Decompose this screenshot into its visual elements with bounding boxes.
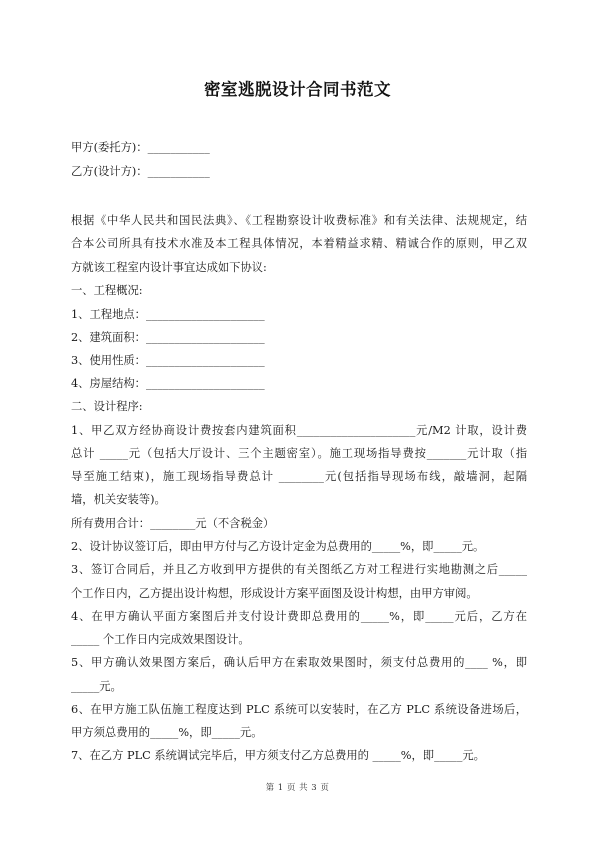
building-area-line: 2、建筑面积：_____________________ (71, 331, 265, 344)
section2-heading: 二、设计程序: (71, 400, 143, 413)
clause2-line-1: 2、设计协议签订后，即由甲方付与乙方设计定金为总费用的_____%，即_____元。 (71, 540, 485, 553)
intro-line-3: 方就该工程室内设计事宜达成如下协议: (71, 261, 267, 274)
clause1-line-4: 墙，机关安装等)。 (71, 493, 166, 506)
clause4-line-2: _____ 个工作日内完成效果图设计。 (71, 633, 250, 646)
building-structure-line: 4、房屋结构：_____________________ (71, 377, 265, 390)
page-number-footer: 第 1 页 共 3 页 (265, 783, 330, 793)
clause6-line-2: 甲方须总费用的_____%，即_____元。 (71, 726, 263, 739)
clause3-line-1: 3、签订合同后，并且乙方收到甲方提供的有关图纸乙方对工程进行实地勘测之后_____ (71, 563, 527, 576)
site-location-line: 1、工程地点：_____________________ (71, 308, 265, 321)
clause6-line-1: 6、在甲方施工队伍施工程度达到 PLC 系统可以安装时，在乙方 PLC 系统设备进场后， (71, 703, 527, 716)
intro-line-2: 合本公司所具有技术水准及本工程具体情况，本着精益求精、精诚合作的原则，甲乙双 (71, 237, 527, 250)
total-fee-line: 所有费用合计：________元（不含税金） (71, 517, 275, 530)
clause1-line-3: 导至施工结束)，施工现场指导费总计 ________元(包括指导现场布线，敲墙洞，起隔 (71, 470, 527, 483)
clause1-line-2: 总计 _____元（包括大厅设计、三个主题密室）。施工现场指导费按_______元计取（指 (71, 447, 527, 460)
clause3-line-2: 个工作日内，乙方提出设计构想，形成设计方案平面图及设计构想，由甲方审阅。 (71, 587, 478, 600)
document-title: 密室逃脱设计合同书范文 (204, 80, 391, 99)
section1-heading: 一、工程概况: (71, 284, 143, 297)
clause7-line-1: 7、在乙方 PLC 系统调试完毕后，甲方须支付乙方总费用的 _____%，即_____元。 (71, 749, 485, 762)
intro-line-1: 根据《中华人民共和国民法典》、《工程勘察设计收费标准》和有关法律、法规规定，结 (71, 214, 527, 227)
party-b-line: 乙方(设计方)：___________ (71, 165, 210, 178)
usage-nature-line: 3、使用性质：_____________________ (71, 354, 265, 367)
clause5-line-1: 5、甲方确认效果图方案后，确认后甲方在索取效果图时，须支付总费用的____ %，即 (71, 656, 527, 669)
clause1-line-1: 1、甲乙双方经协商设计费按套内建筑面积_____________________元/M2 计取，设计费 (71, 424, 527, 437)
clause5-line-2: _____元。 (71, 680, 122, 693)
clause4-line-1: 4、在甲方确认平面方案图后并支付设计费即总费用的_____%，即_____元后，乙方在 (71, 610, 527, 623)
party-a-line: 甲方(委托方)：___________ (71, 141, 210, 154)
